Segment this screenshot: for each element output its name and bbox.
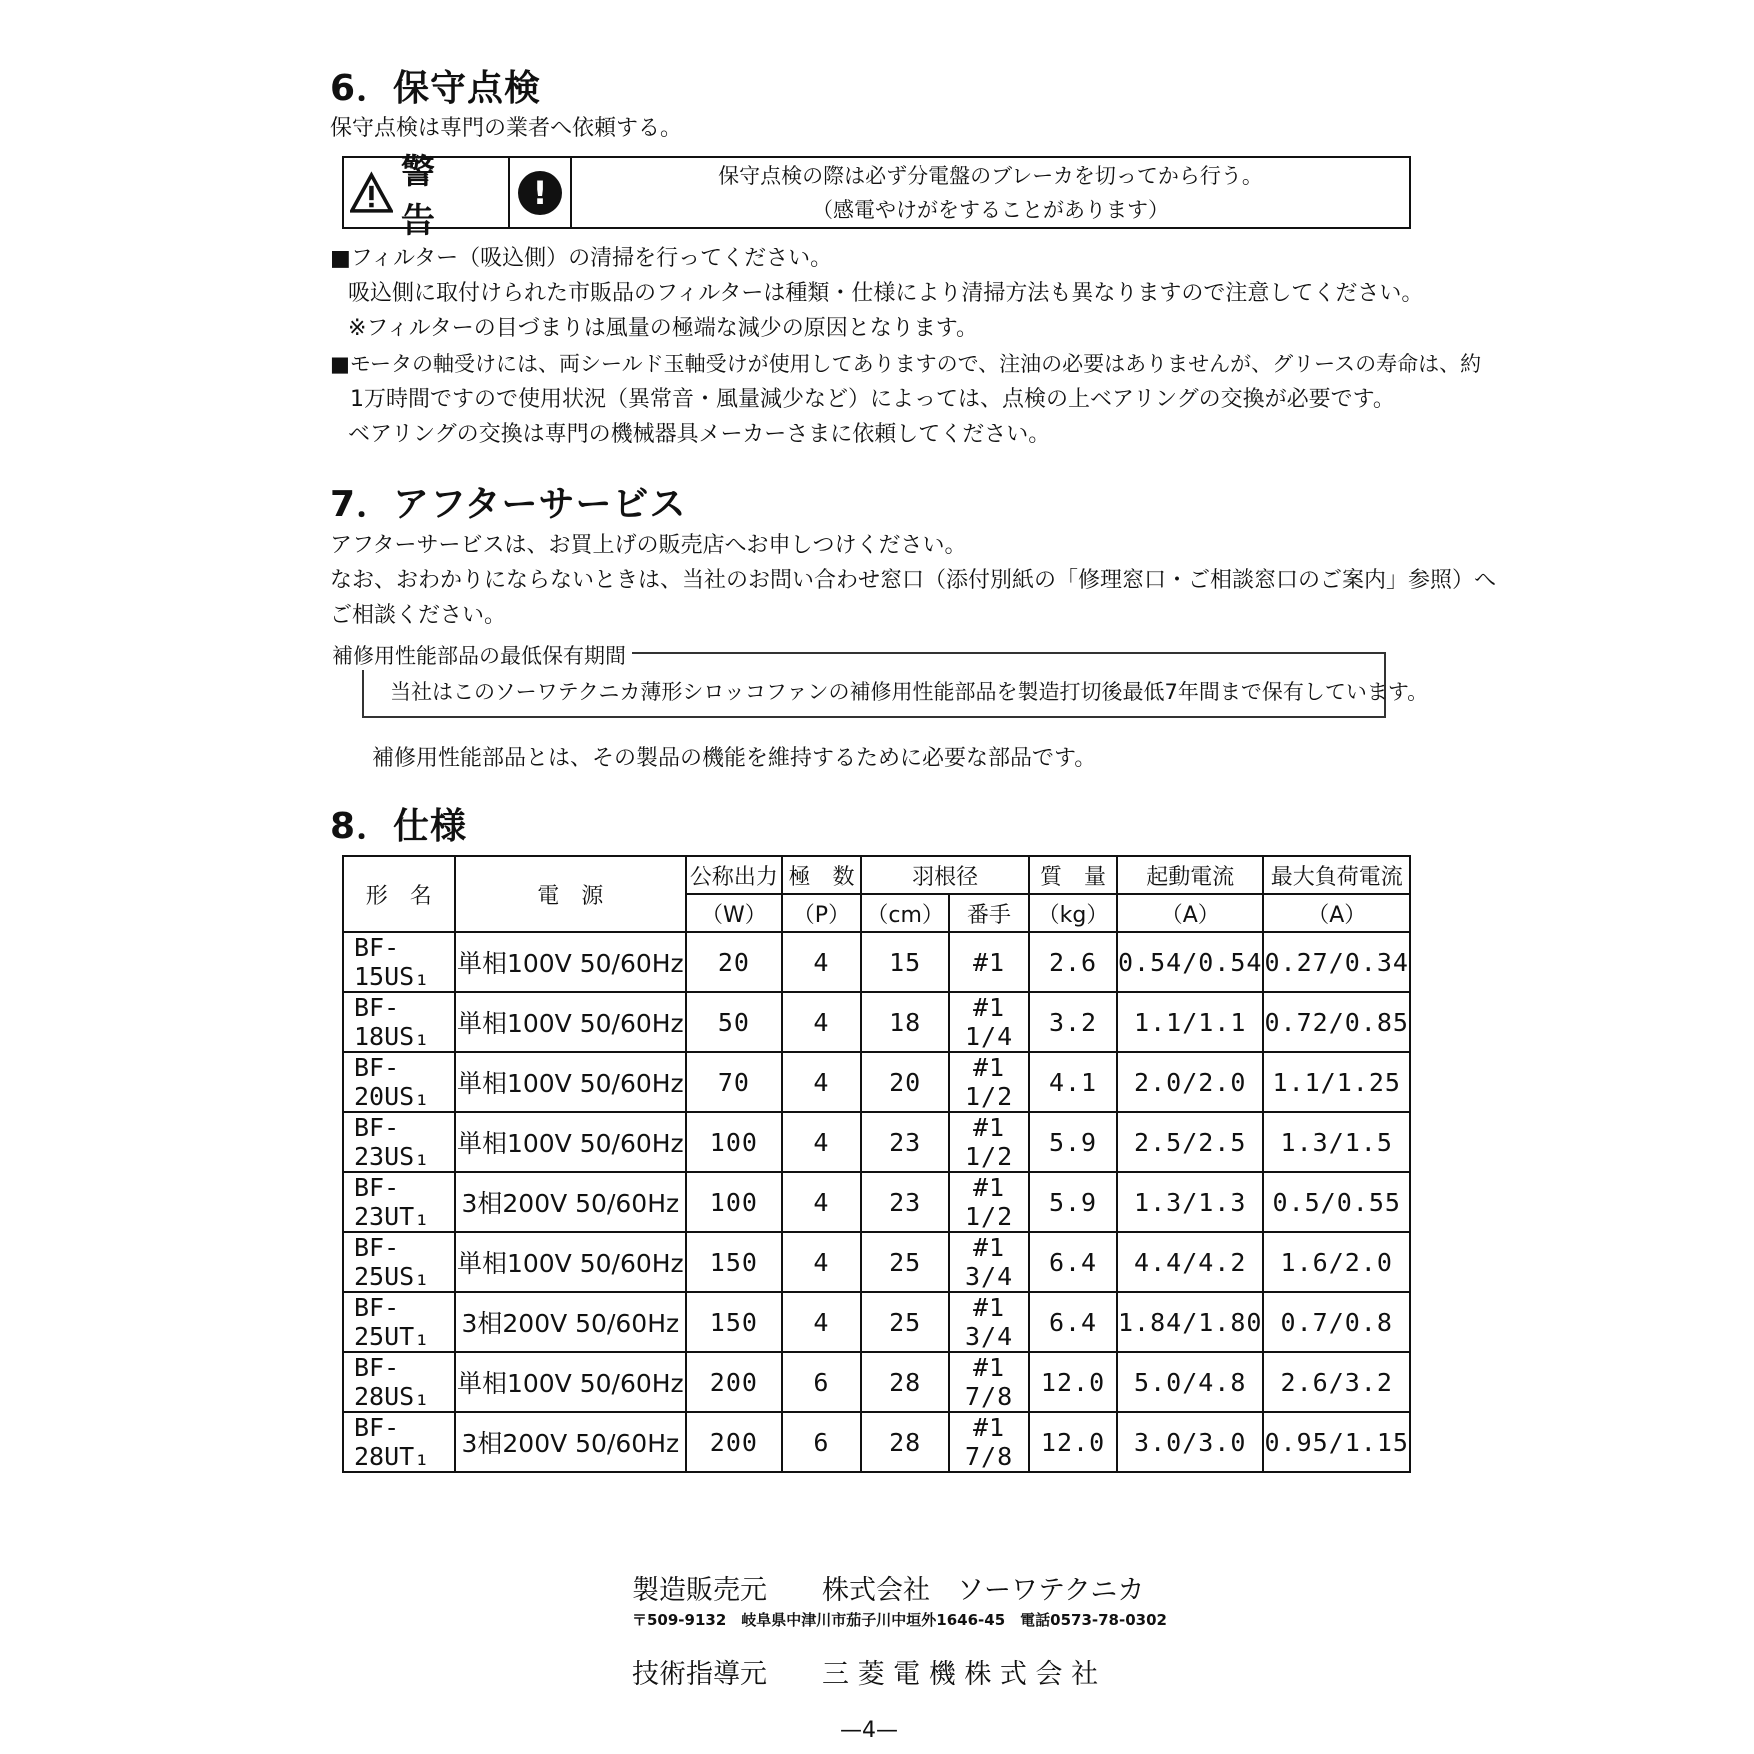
cell-blade-cm: 23 <box>861 1172 949 1232</box>
cell-start-current: 2.0/2.0 <box>1117 1052 1263 1112</box>
cell-blade-cm: 18 <box>861 992 949 1052</box>
cell-poles: 4 <box>782 992 862 1052</box>
cell-blade-cm: 15 <box>861 932 949 992</box>
cell-start-current: 1.3/1.3 <box>1117 1172 1263 1232</box>
section6-intro: 保守点検は専門の業者へ依頼する。 <box>330 116 683 141</box>
cell-start-current: 2.5/2.5 <box>1117 1112 1263 1172</box>
cell-blade-number: #1 <box>949 932 1029 992</box>
unit-blade-number: 番手 <box>949 894 1029 932</box>
warning-text <box>572 158 1409 227</box>
cell-output: 100 <box>686 1112 782 1172</box>
cell-blade-number: #1 1/4 <box>949 992 1029 1052</box>
cell-model: BF-23UT₁ <box>343 1172 455 1232</box>
maker-address: 〒509-9132 岐阜県中津川市茄子川中垣外1646-45 電話0573-78-0302 <box>632 1611 1167 1629</box>
section8-heading: 8．仕様 <box>330 806 468 847</box>
cell-model: BF-28US₁ <box>343 1352 455 1412</box>
cell-max-load-current: 2.6/3.2 <box>1263 1352 1410 1412</box>
cell-power: 単相100V 50/60Hz <box>455 1112 687 1172</box>
header-output: 公称出力 <box>686 856 782 894</box>
cell-poles: 4 <box>782 1292 862 1352</box>
unit-blade-cm: （cm） <box>861 894 949 932</box>
cell-poles: 4 <box>782 1232 862 1292</box>
maker-name: 株式会社 ソーワテクニカ <box>822 1575 1145 1606</box>
cell-blade-cm: 28 <box>861 1412 949 1472</box>
aftercare-paragraph: アフターサービスは、お買上げの販売店へお申しつけください。 <box>330 533 967 558</box>
cell-mass: 12.0 <box>1029 1412 1117 1472</box>
cell-mass: 5.9 <box>1029 1172 1117 1232</box>
filter-paragraph: ■フィルター（吸込側）の清掃を行ってください。 <box>330 246 833 271</box>
spec-row <box>343 1052 1410 1112</box>
cell-power: 単相100V 50/60Hz <box>455 1052 687 1112</box>
cell-model: BF-15US₁ <box>343 932 455 992</box>
cell-mass: 3.2 <box>1029 992 1117 1052</box>
cell-power: 単相100V 50/60Hz <box>455 1232 687 1292</box>
maker-label: 製造販売元 <box>632 1575 767 1606</box>
warning-triangle-icon <box>350 171 393 215</box>
cell-max-load-current: 0.7/0.8 <box>1263 1292 1410 1352</box>
cell-mass: 6.4 <box>1029 1232 1117 1292</box>
cell-output: 200 <box>686 1352 782 1412</box>
cell-blade-number: #1 1/2 <box>949 1052 1029 1112</box>
spec-table <box>342 855 1411 1473</box>
cell-poles: 4 <box>782 1172 862 1232</box>
cell-mass: 12.0 <box>1029 1352 1117 1412</box>
spec-row <box>343 1172 1410 1232</box>
spec-row <box>343 1232 1410 1292</box>
cell-power: 3相200V 50/60Hz <box>455 1172 687 1232</box>
warning-keyword: 警告 <box>400 151 461 241</box>
cell-output: 70 <box>686 1052 782 1112</box>
spec-row <box>343 992 1410 1052</box>
exclamation-icon: ! <box>518 171 562 215</box>
warning-box <box>342 151 1411 241</box>
spec-row <box>343 1112 1410 1172</box>
header-power: 電 源 <box>455 856 687 932</box>
cell-mass: 4.1 <box>1029 1052 1117 1112</box>
cell-model: BF-25US₁ <box>343 1232 455 1292</box>
cell-output: 50 <box>686 992 782 1052</box>
parts-retention-title: 補修用性能部品の最低保有期間 <box>332 640 632 670</box>
spec-row <box>343 1292 1410 1352</box>
cell-blade-number: #1 7/8 <box>949 1412 1029 1472</box>
cell-max-load-current: 1.3/1.5 <box>1263 1112 1410 1172</box>
cell-blade-number: #1 1/2 <box>949 1172 1029 1232</box>
cell-poles: 4 <box>782 1052 862 1112</box>
cell-start-current: 1.84/1.80 <box>1117 1292 1263 1352</box>
cell-power: 3相200V 50/60Hz <box>455 1412 687 1472</box>
cell-poles: 4 <box>782 932 862 992</box>
cell-poles: 6 <box>782 1412 862 1472</box>
cell-output: 150 <box>686 1232 782 1292</box>
header-start-current: 起動電流 <box>1117 856 1263 894</box>
cell-max-load-current: 1.1/1.25 <box>1263 1052 1410 1112</box>
cell-power: 単相100V 50/60Hz <box>455 1352 687 1412</box>
cell-mass: 6.4 <box>1029 1292 1117 1352</box>
cell-output: 150 <box>686 1292 782 1352</box>
cell-poles: 4 <box>782 1112 862 1172</box>
header-blade: 羽根径 <box>861 856 1029 894</box>
cell-power: 単相100V 50/60Hz <box>455 992 687 1052</box>
cell-blade-cm: 23 <box>861 1112 949 1172</box>
section6-heading: 6．保守点検 <box>330 68 542 109</box>
spec-row <box>343 1412 1410 1472</box>
unit-poles: （P） <box>782 894 862 932</box>
cell-model: BF-20US₁ <box>343 1052 455 1112</box>
cell-blade-number: #1 3/4 <box>949 1232 1029 1292</box>
section7-heading: 7．アフターサービス <box>330 484 687 525</box>
spec-row <box>343 1352 1410 1412</box>
cell-start-current: 0.54/0.54 <box>1117 932 1263 992</box>
header-poles: 極 数 <box>782 856 862 894</box>
unit-output: （W） <box>686 894 782 932</box>
cell-model: BF-28UT₁ <box>343 1412 455 1472</box>
cell-model: BF-18US₁ <box>343 992 455 1052</box>
cell-poles: 6 <box>782 1352 862 1412</box>
cell-blade-number: #1 3/4 <box>949 1292 1029 1352</box>
header-model: 形 名 <box>343 856 455 932</box>
bearing-paragraph: ■モータの軸受けには、両シールド玉軸受けが使用してありますので、注油の必要はありませんが、グリースの寿命は、約 <box>330 352 1482 376</box>
warning-line-1: 保守点検の際は必ず分電盤のブレーカを切ってから行う。 <box>718 163 1263 188</box>
tech-name: 三 菱 電 機 株 式 会 社 <box>822 1659 1099 1690</box>
cell-output: 20 <box>686 932 782 992</box>
cell-blade-number: #1 7/8 <box>949 1352 1029 1412</box>
cell-blade-number: #1 1/2 <box>949 1112 1029 1172</box>
contact-paragraph: なお、おわかりにならないときは、当社のお問い合わせ窓口（添付別紙の「修理窓口・ご相談窓口のご案内」参照）へ <box>330 568 1497 593</box>
warning-icon-cell <box>510 158 572 227</box>
cell-output: 200 <box>686 1412 782 1472</box>
page-number: —4— <box>840 1718 898 1743</box>
cell-mass: 5.9 <box>1029 1112 1117 1172</box>
unit-max-load-current: （A） <box>1263 894 1410 932</box>
spec-row <box>343 932 1410 992</box>
spec-header-row <box>343 856 1410 894</box>
unit-mass: （kg） <box>1029 894 1117 932</box>
contact-paragraph-end: ご相談ください。 <box>330 603 507 628</box>
cell-max-load-current: 0.27/0.34 <box>1263 932 1410 992</box>
cell-model: BF-23US₁ <box>343 1112 455 1172</box>
cell-max-load-current: 1.6/2.0 <box>1263 1232 1410 1292</box>
tech-label: 技術指導元 <box>632 1659 767 1690</box>
header-mass: 質 量 <box>1029 856 1117 894</box>
cell-model: BF-25UT₁ <box>343 1292 455 1352</box>
cell-max-load-current: 0.95/1.15 <box>1263 1412 1410 1472</box>
cell-start-current: 4.4/4.2 <box>1117 1232 1263 1292</box>
cell-output: 100 <box>686 1172 782 1232</box>
parts-retention-text: 当社はこのソーワテクニカ薄形シロッコファンの補修用性能部品を製造打切後最低7年間まで保有しています。 <box>390 680 1429 704</box>
header-max-load-current: 最大負荷電流 <box>1263 856 1410 894</box>
parts-definition: 補修用性能部品とは、その製品の機能を維持するために必要な部品です。 <box>372 746 1097 771</box>
unit-start-current: （A） <box>1117 894 1263 932</box>
cell-blade-cm: 25 <box>861 1232 949 1292</box>
cell-max-load-current: 0.5/0.55 <box>1263 1172 1410 1232</box>
cell-blade-cm: 25 <box>861 1292 949 1352</box>
cell-start-current: 1.1/1.1 <box>1117 992 1263 1052</box>
cell-start-current: 5.0/4.8 <box>1117 1352 1263 1412</box>
cell-max-load-current: 0.72/0.85 <box>1263 992 1410 1052</box>
cell-start-current: 3.0/3.0 <box>1117 1412 1263 1472</box>
cell-mass: 2.6 <box>1029 932 1117 992</box>
bearing-request: ベアリングの交換は専門の機械器具メーカーさまに依頼してください。 <box>348 422 1051 447</box>
cell-blade-cm: 20 <box>861 1052 949 1112</box>
cell-power: 3相200V 50/60Hz <box>455 1292 687 1352</box>
cell-power: 単相100V 50/60Hz <box>455 932 687 992</box>
warning-line-2: （感電やけがをすることがあります） <box>812 197 1169 222</box>
filter-detail: 吸込側に取付けられた市販品のフィルターは種類・仕様により清掃方法も異なりますので注意してください。 <box>348 281 1424 306</box>
warning-label-cell <box>344 151 510 241</box>
cell-blade-cm: 28 <box>861 1352 949 1412</box>
filter-note: ※フィルターの目づまりは風量の極端な減少の原因となります。 <box>348 316 979 341</box>
bearing-detail: 1万時間ですので使用状況（異常音・風量減少など）によっては、点検の上ベアリングの交換が必要です。 <box>350 387 1395 412</box>
